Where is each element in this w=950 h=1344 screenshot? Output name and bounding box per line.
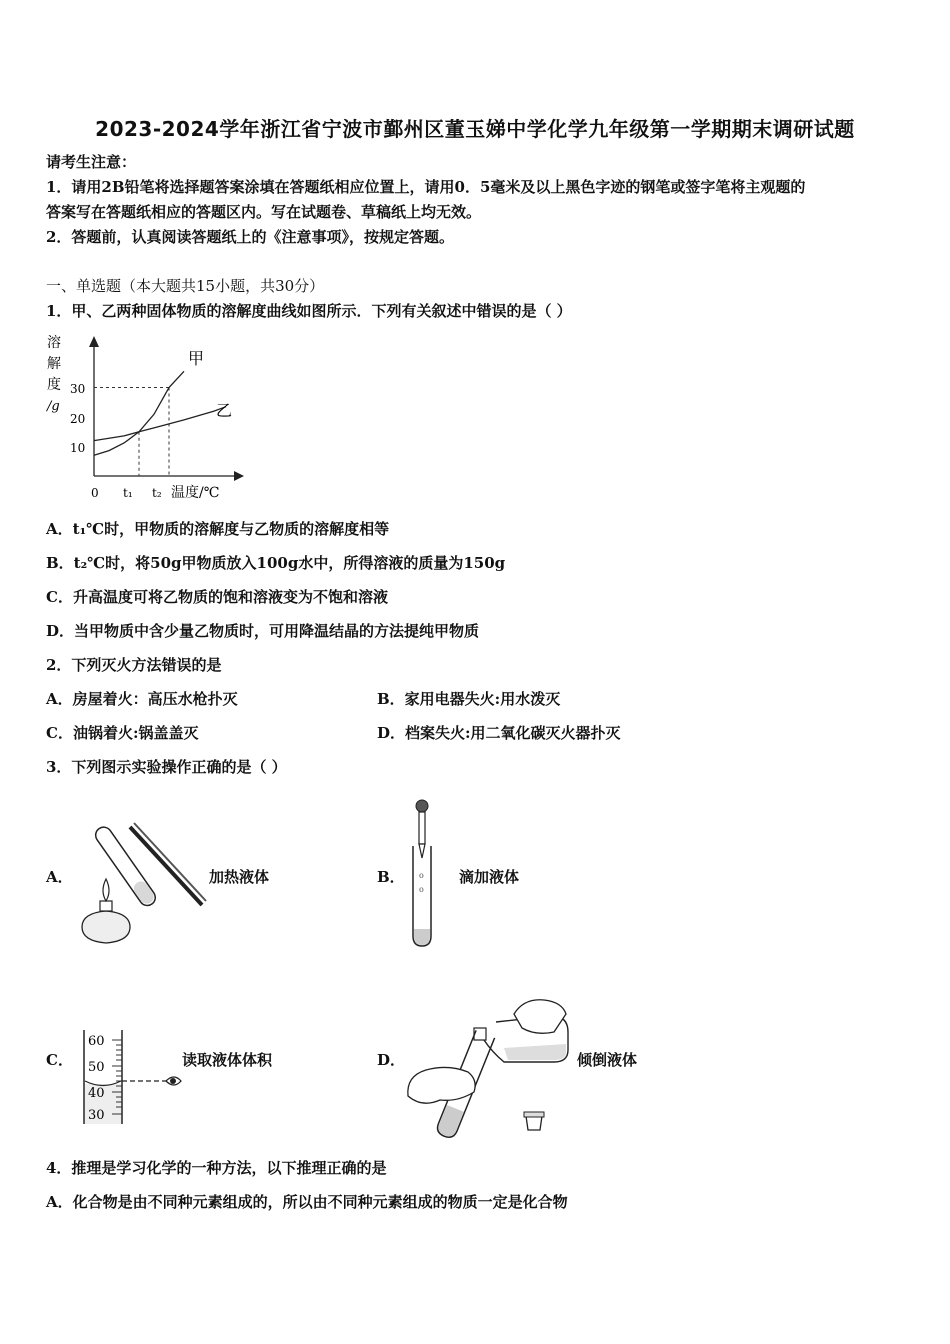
curve-yi — [94, 407, 226, 441]
question-2-option-d: D．档案失火:用二氧化碳灭火器扑灭 — [377, 724, 621, 742]
y-tick-label: 30 — [70, 382, 86, 396]
question-1-option-b: B．t₂℃时，将50g甲物质放入100g水中，所得溶液的质量为150g — [46, 554, 506, 572]
stopper-icon — [526, 1116, 542, 1130]
question-3-option-a-caption: 加热液体 — [209, 868, 270, 886]
x-tick-label: t₂ — [152, 486, 162, 500]
question-3-stem: 3．下列图示实验操作正确的是（ ） — [46, 758, 287, 776]
cylinder-tick-label: 40 — [88, 1086, 105, 1101]
question-3-option-c-letter: C． — [46, 1051, 73, 1069]
x-axis-arrow-icon — [234, 471, 244, 481]
section-heading: 一、单选题（本大题共15小题，共30分） — [46, 277, 325, 295]
series-label-jia: 甲 — [188, 349, 205, 368]
ylabel-char: 解 — [47, 356, 61, 372]
notice-item-2: 2．答题前，认真阅读答题纸上的《注意事项》，按规定答题。 — [46, 228, 454, 246]
dropper-icon — [419, 812, 425, 844]
ylabel-char: 溶 — [47, 335, 61, 351]
curve-jia — [94, 371, 184, 455]
question-4-option-a: A．化合物是由不同种元素组成的，所以由不同种元素组成的物质一定是化合物 — [46, 1193, 568, 1211]
x-tick-label: 0 — [91, 486, 99, 500]
question-3-option-a-letter: A． — [46, 868, 73, 886]
svg-text:o: o — [419, 871, 424, 880]
question-3-option-b-caption: 滴加液体 — [459, 868, 520, 886]
question-1-option-c: C．升高温度可将乙物质的饱和溶液变为不饱和溶液 — [46, 588, 388, 606]
question-2-option-c: C．油锅着火:锅盖盖灭 — [46, 724, 199, 742]
cylinder-tick-label: 50 — [88, 1060, 105, 1075]
question-1-option-d: D．当甲物质中含少量乙物质时，可用降温结晶的方法提纯甲物质 — [46, 622, 480, 640]
question-1-stem: 1．甲、乙两种固体物质的溶解度曲线如图所示．下列有关叙述中错误的是（ ） — [46, 302, 572, 320]
pouring-liquid-figure — [404, 992, 574, 1142]
flame-icon — [103, 879, 109, 901]
y-tick-label: 10 — [70, 441, 86, 455]
question-3-option-d-letter: D． — [377, 1051, 406, 1069]
test-tube-icon — [93, 824, 159, 909]
question-2-option-b: B．家用电器失火:用水泼灭 — [377, 690, 561, 708]
question-1-option-a: A．t₁℃时，甲物质的溶解度与乙物质的溶解度相等 — [46, 520, 390, 538]
question-2-stem: 2．下列灭火方法错误的是 — [46, 656, 222, 674]
solubility-chart — [44, 330, 244, 505]
series-label-yi: 乙 — [216, 401, 233, 420]
x-tick-label: t₁ — [123, 486, 133, 500]
cylinder-tick-label: 30 — [88, 1108, 105, 1123]
notice-heading: 请考生注意： — [46, 153, 137, 171]
y-axis-arrow-icon — [89, 336, 99, 347]
cylinder-tick-label: 60 — [88, 1034, 105, 1049]
graduated-cylinder-figure — [78, 1028, 183, 1128]
hand-icon — [408, 1067, 475, 1103]
heating-liquid-figure — [74, 815, 209, 950]
dropping-liquid-figure — [402, 796, 442, 951]
page-title: 2023-2024学年浙江省宁波市鄞州区董玉娣中学化学九年级第一学期期末调研试题 — [95, 117, 855, 141]
ylabel-char: 度 — [47, 377, 61, 393]
ylabel-char: /g — [47, 399, 60, 414]
x-axis-label: 温度/℃ — [171, 485, 220, 501]
question-4-stem: 4．推理是学习化学的一种方法，以下推理正确的是 — [46, 1159, 387, 1177]
question-2-option-a: A．房屋着火：高压水枪扑灭 — [46, 690, 238, 708]
notice-item-1-cont: 答案写在答题纸相应的答题区内。写在试题卷、草稿纸上均无效。 — [46, 203, 482, 221]
alcohol-lamp-icon — [82, 911, 130, 943]
dropper-bulb-icon — [416, 800, 428, 812]
notice-item-1: 1．请用2B铅笔将选择题答案涂填在答题纸相应位置上，请用0．5毫米及以上黑色字迹的钢笔或签字笔将主观题的 — [46, 178, 806, 196]
question-3-option-d-caption: 倾倒液体 — [577, 1051, 638, 1069]
svg-text:o: o — [419, 885, 424, 894]
question-3-option-b-letter: B． — [377, 868, 405, 886]
y-tick-label: 20 — [70, 412, 86, 426]
question-3-option-c-caption: 读取液体体积 — [182, 1051, 273, 1069]
